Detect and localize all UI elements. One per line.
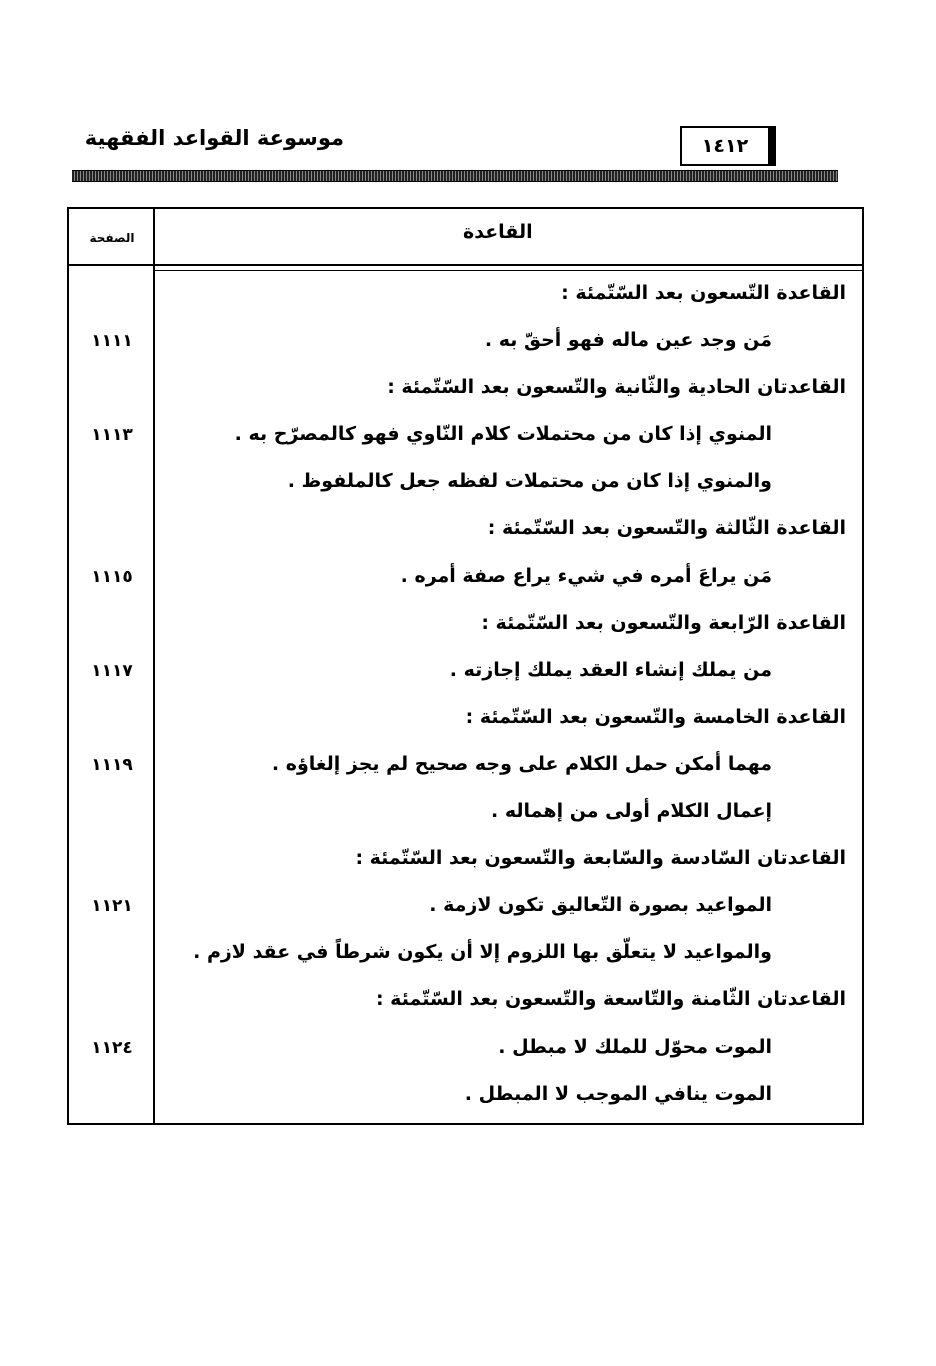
header-rule: [72, 170, 838, 182]
rule-heading: القاعدتان الحادية والثّانية والتّسعون بعد السّتّمئة :: [387, 376, 846, 399]
rule-heading: القاعدتان السّادسة والسّابعة والتّسعون بعد السّتّمئة :: [355, 847, 846, 870]
table-body: [69, 274, 862, 1122]
page-ref: ١١٢١: [91, 896, 133, 917]
table-row: [69, 321, 862, 368]
rule-text: والمنوي إذا كان من محتملات لفظه جعل كالملفوظ .: [287, 470, 772, 493]
table-row: [69, 274, 862, 321]
table-row: [69, 1075, 862, 1122]
page-ref: ١١٢٤: [91, 1037, 133, 1058]
rule-heading: القاعدتان الثّامنة والتّاسعة والتّسعون بعد السّتّمئة :: [375, 988, 846, 1011]
rule-text: إعمال الكلام أولى من إهماله .: [491, 800, 772, 823]
table-row: [69, 792, 862, 839]
header-divider: [69, 264, 862, 266]
table-row: [69, 462, 862, 509]
page-ref: ١١١٩: [91, 754, 133, 775]
rule-heading: القاعدة التّسعون بعد السّتّمئة :: [561, 282, 846, 304]
table-row: [69, 509, 862, 556]
rule-text: الموت ينافي الموجب لا المبطل .: [464, 1082, 772, 1105]
table-row: [69, 839, 862, 886]
rule-heading: القاعدة الرّابعة والتّسعون بعد السّتّمئة :: [481, 611, 846, 634]
page-ref: ١١١٥: [91, 566, 133, 587]
table-row: [69, 604, 862, 651]
page-number-box: [680, 126, 776, 166]
rule-text: والمواعيد لا يتعلّق بها اللزوم إلا أن يكون شرطاً في عقد لازم .: [193, 941, 772, 964]
page-ref: ١١١٧: [91, 660, 133, 681]
book-title: موسوعة القواعد الفقهية: [84, 126, 344, 150]
table-row: [69, 980, 862, 1027]
table-row: [69, 651, 862, 698]
rule-text: الموت محوّل للملك لا مبطل .: [498, 1035, 772, 1058]
table-row: [69, 933, 862, 980]
column-header-rule: القاعدة: [463, 221, 533, 243]
rule-text: مَن يراعَ أمره في شيء يراع صفة أمره .: [400, 564, 772, 587]
table-row: [69, 698, 862, 745]
table-row: [69, 1028, 862, 1075]
rule-text: من يملك إنشاء العقد يملك إجازته .: [449, 658, 772, 681]
table-row: [69, 368, 862, 415]
table-row: [69, 886, 862, 933]
table-row: [69, 557, 862, 604]
rule-text: مهما أمكن حمل الكلام على وجه صحيح لم يجز إلغاؤه .: [271, 752, 772, 775]
table-row: [69, 745, 862, 792]
index-table: [67, 207, 864, 1125]
column-header-page: الصفحة: [89, 231, 135, 245]
rule-text: مَن وجد عين ماله فهو أحقّ به .: [484, 329, 772, 352]
rule-heading: القاعدة الثّالثة والتّسعون بعد السّتّمئة :: [487, 517, 846, 540]
rule-heading: القاعدة الخامسة والتّسعون بعد السّتّمئة :: [465, 705, 846, 728]
header-underline: [155, 270, 862, 271]
rule-text: المنوي إذا كان من محتملات كلام النّاوي فهو كالمصرّح به .: [234, 423, 772, 446]
rule-text: المواعيد بصورة التّعاليق تكون لازمة .: [429, 894, 772, 917]
table-row: [69, 415, 862, 462]
page-ref: ١١١١: [91, 331, 133, 352]
page-number: ١٤١٢: [701, 135, 749, 157]
page-ref: ١١١٣: [91, 425, 133, 446]
